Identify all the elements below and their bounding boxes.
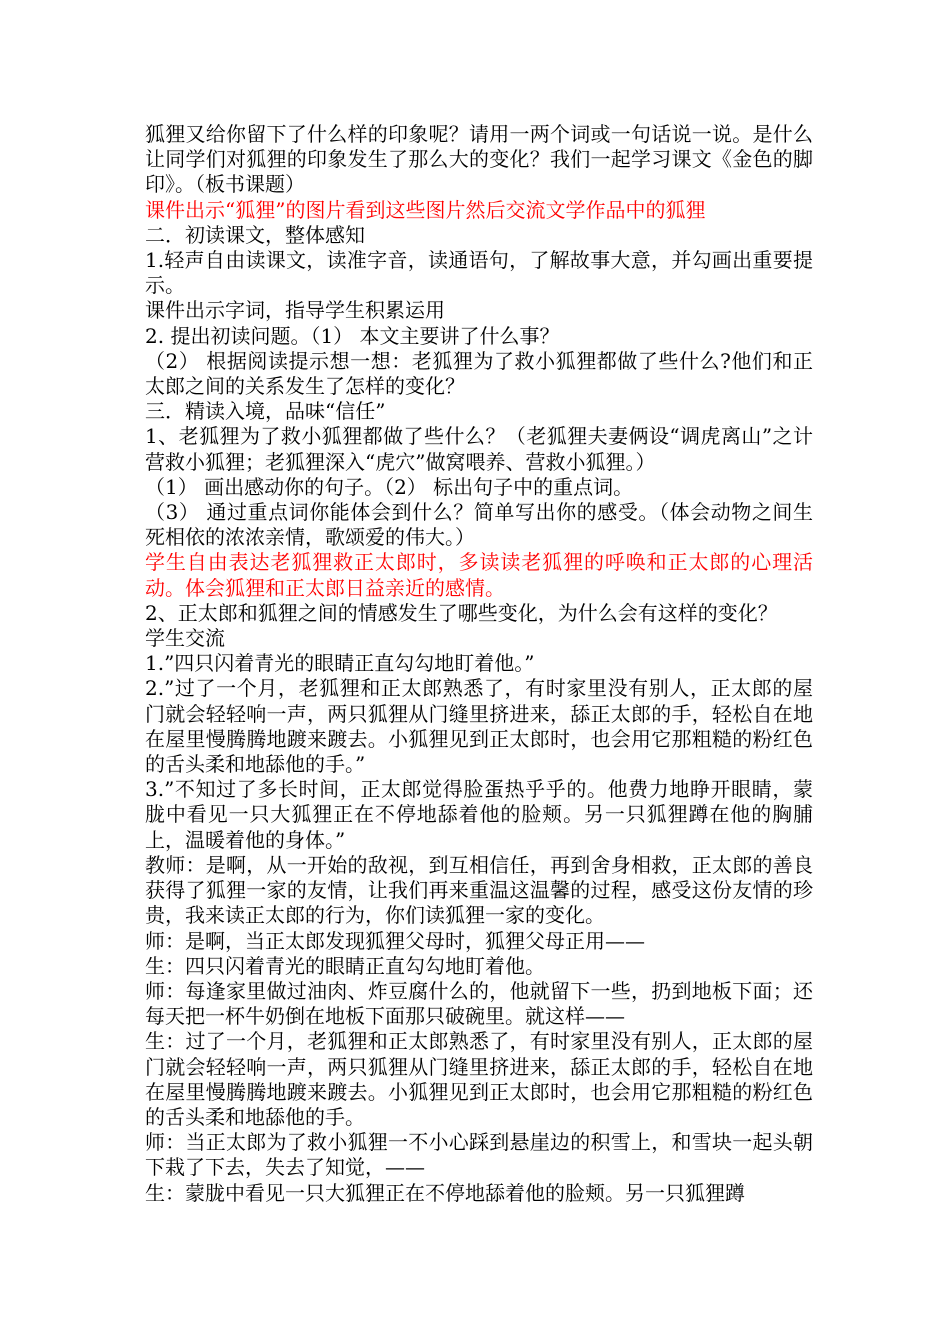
teacher-summary: 教师：是啊，从一开始的敌视，到互相信任，再到舍身相救，正太郎的善良获得了狐狸一家的友情，让我们再来重温这温馨的过程，感受这份友情的珍贵，我来读正太郎的行为，你们读狐狸一家的变化。 — [145, 852, 813, 928]
step-initial-questions: 2. 提出初读问题。（1） 本文主要讲了什么事？ — [145, 323, 560, 348]
dialogue-teacher-2: 师：每逢家里做过油肉、炸豆腐什么的，他就留下一些，扔到地板下面；还每天把一杯牛奶倒在地板下面那只破碗里。就这样—— — [145, 978, 813, 1029]
student-exchange-label: 学生交流 — [145, 626, 225, 651]
question-old-fox: 1、老狐狸为了救小狐狸都做了些什么？（老狐狸夫妻俩设“调虎离山”之计营救小狐狸；老狐狸深入“虎穴”做窝喂养、营救小狐狸。） — [145, 424, 813, 474]
dialogue-teacher-3: 师：当正太郎为了救小狐狸一不小心踩到悬崖边的积雪上，和雪块一起头朝下栽了下去，失去了知觉，—— — [145, 1130, 813, 1180]
question-relationship: 2、正太郎和狐狸之间的情感发生了哪些变化，为什么会有这样的变化？ — [145, 600, 778, 625]
intro-paragraph: 狐狸又给你留下了什么样的印象呢？请用一两个词或一句话说一说。是什么让同学们对狐狸的印象发生了那么大的变化？我们一起学习课文《金色的脚印》。（板书课题） — [145, 122, 813, 197]
step-read-aloud: 1.轻声自由读课文，读准字音，读通语句，了解故事大意，并勾画出重要提示。 — [145, 248, 813, 298]
section-heading-2: 二．初读课文，整体感知 — [145, 222, 365, 247]
courseware-note-words: 课件出示字词，指导学生积累运用 — [145, 298, 445, 323]
task-mark-sentences: （1） 画出感动你的句子。（2） 标出句子中的重点词。 — [145, 474, 634, 499]
dialogue-student-3: 生：蒙胧中看见一只大狐狸正在不停地舔着他的脸颊。另一只狐狸蹲 — [145, 1180, 745, 1205]
dialogue-teacher-1: 师：是啊，当正太郎发现狐狸父母时，狐狸父母正用—— — [145, 928, 645, 953]
quote-2: 2.”过了一个月，老狐狸和正太郎熟悉了，有时家里没有别人，正太郎的屋门就会轻轻响一声，两只狐狸从门缝里挤进来，舔正太郎的手，轻松自在地在屋里慢腾腾地踱来踱去。小狐狸见到正太郎时，也会用它那粗糙的粉红色的舌头柔和地舔他的手。” — [145, 676, 813, 777]
task-write-feelings: （3） 通过重点词你能体会到什么？简单写出你的感受。（体会动物之间生死相依的浓浓亲情，歌颂爱的伟大。） — [145, 500, 813, 550]
dialogue-student-1: 生：四只闪着青光的眼睛正直勾勾地盯着他。 — [145, 953, 545, 978]
dialogue-student-2: 生：过了一个月，老狐狸和正太郎熟悉了，有时家里没有别人，正太郎的屋门就会轻轻响一声，两只狐狸从门缝里挤进来，舔正太郎的手，轻松自在地在屋里慢腾腾地踱来踱去。小狐狸见到正太郎时，也会用它那粗糙的粉红色的舌头柔和地舔他的手。 — [145, 1029, 813, 1129]
quote-1: 1.”四只闪着青光的眼睛正直勾勾地盯着他。” — [145, 651, 535, 676]
quote-3: 3.”不知过了多长时间，正太郎觉得脸蛋热乎乎的。他费力地睁开眼睛，蒙胧中看见一只大狐狸正在不停地舔着他的脸颊。另一只狐狸蹲在他的胸脯上，温暖着他的身体。” — [145, 777, 813, 852]
courseware-note-foxes: 课件出示“狐狸”的图片看到这些图片然后交流文学作品中的狐狸 — [145, 197, 706, 222]
teaching-note-red: 学生自由表达老狐狸救正太郎时，多读读老狐狸的呼唤和正太郎的心理活动。体会狐狸和正太郎日益亲近的感情。 — [145, 550, 813, 600]
section-heading-3: 三．精读入境，品味“信任” — [145, 399, 386, 424]
document-page — [145, 122, 813, 1206]
question-2: （2） 根据阅读提示想一想：老狐狸为了救小狐狸都做了些什么?他们和正太郎之间的关系发生了怎样的变化？ — [145, 348, 813, 399]
